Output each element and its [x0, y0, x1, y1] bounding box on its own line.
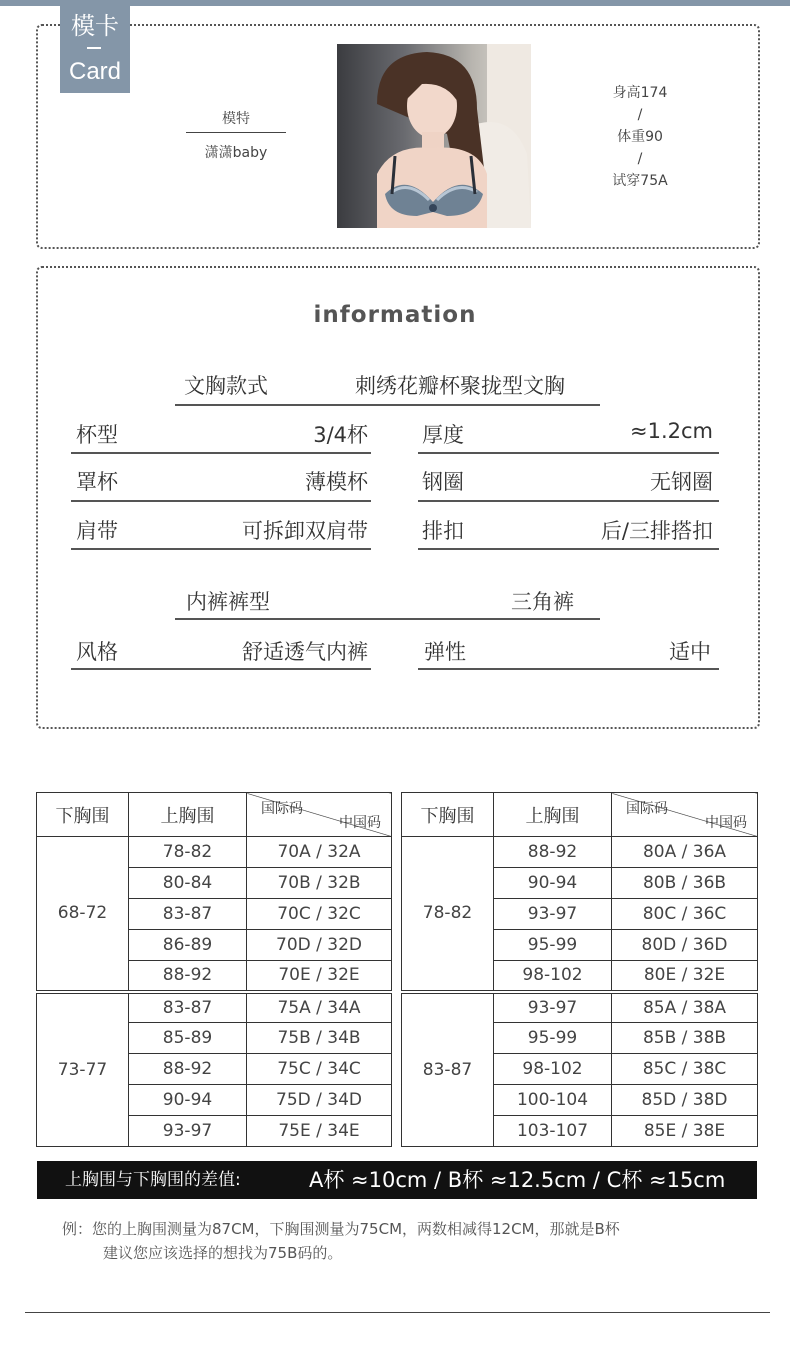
strap-label: 肩带 [76, 519, 118, 543]
over-bust-value: 88-92 [494, 837, 612, 868]
over-bust-value: 98-102 [494, 1054, 612, 1085]
header-over-bust: 上胸围 [129, 793, 247, 837]
size-code: 80B / 36B [612, 868, 758, 899]
stats-separator: / [637, 151, 643, 167]
row-underline [418, 548, 719, 550]
bottom-divider [25, 1312, 770, 1313]
size-code: 75A / 34A [247, 992, 392, 1023]
header-cn-size: 中国码 [339, 815, 381, 831]
over-bust-value: 103-107 [494, 1116, 612, 1147]
size-code: 85D / 38D [612, 1085, 758, 1116]
under-bust-value: 68-72 [37, 837, 129, 992]
row-underline [418, 452, 719, 454]
row-underline [71, 452, 371, 454]
size-code: 80E / 32E [612, 961, 758, 992]
style-value: 舒适透气内裤 [242, 640, 368, 664]
header-cn-size: 中国码 [705, 815, 747, 831]
size-code: 75D / 34D [247, 1085, 392, 1116]
bra-style-value: 刺绣花瓣杯聚拢型文胸 [355, 374, 565, 398]
header-intl-size: 国际码 [626, 801, 668, 817]
over-bust-value: 100-104 [494, 1085, 612, 1116]
cup-difference-label: 上胸围与下胸围的差值: [65, 1170, 241, 1190]
over-bust-value: 95-99 [494, 930, 612, 961]
row-underline [418, 500, 719, 502]
size-code: 85A / 38A [612, 992, 758, 1023]
hook-label: 排扣 [422, 519, 464, 543]
thickness-value: ≈1.2cm [630, 419, 713, 443]
cup-mold-value: 薄模杯 [305, 470, 368, 494]
size-code: 80A / 36A [612, 837, 758, 868]
hook-value: 后/三排搭扣 [600, 519, 713, 543]
card-tag-divider [87, 47, 101, 49]
header-under-bust: 下胸围 [37, 793, 129, 837]
brief-underline [175, 618, 600, 620]
under-bust-value: 83-87 [402, 992, 494, 1147]
cup-mold-label: 罩杯 [76, 470, 118, 494]
model-label: 模特 [222, 111, 250, 127]
row-underline [71, 500, 371, 502]
header-under-bust: 下胸围 [402, 793, 494, 837]
card-tag-title: 模卡 [71, 12, 119, 40]
over-bust-value: 93-97 [129, 1116, 247, 1147]
over-bust-value: 83-87 [129, 899, 247, 930]
strap-value: 可拆卸双肩带 [242, 519, 368, 543]
over-bust-value: 98-102 [494, 961, 612, 992]
cup-difference-bar [37, 1161, 757, 1199]
bra-style-label: 文胸款式 [184, 374, 268, 398]
row-underline [71, 548, 371, 550]
over-bust-value: 88-92 [129, 961, 247, 992]
under-bust-value: 78-82 [402, 837, 494, 992]
over-bust-value: 83-87 [129, 992, 247, 1023]
over-bust-value: 88-92 [129, 1054, 247, 1085]
stats-separator: / [637, 107, 643, 123]
over-bust-value: 90-94 [129, 1085, 247, 1116]
size-code: 80D / 36D [612, 930, 758, 961]
model-stats [590, 82, 690, 192]
cup-type-label: 杯型 [76, 423, 118, 447]
size-code: 85E / 38E [612, 1116, 758, 1147]
cup-type-value: 3/4杯 [313, 423, 368, 447]
header-size-code [612, 793, 758, 837]
info-title: information [313, 302, 477, 328]
row-underline [418, 668, 719, 670]
size-code: 70E / 32E [247, 961, 392, 992]
over-bust-value: 93-97 [494, 899, 612, 930]
size-table-right [401, 792, 758, 1147]
row-underline [71, 668, 371, 670]
header-size-code [247, 793, 392, 837]
over-bust-value: 90-94 [494, 868, 612, 899]
card-tag [60, 0, 130, 93]
example-note-line2: 建议您应该选择的想找为75B码的。 [103, 1244, 343, 1262]
underwire-value: 无钢圈 [650, 470, 713, 494]
size-table-left [36, 792, 392, 1147]
over-bust-value: 95-99 [494, 1023, 612, 1054]
size-code: 85B / 38B [612, 1023, 758, 1054]
elasticity-label: 弹性 [424, 640, 466, 664]
model-height: 身高174 [612, 85, 668, 101]
example-note-line1: 例：您的上胸围测量为87CM，下胸围测量为75CM，两数相减得12CM，那就是B杯 [62, 1220, 620, 1238]
brief-type-value: 三角裤 [511, 590, 574, 614]
size-code: 70A / 32A [247, 837, 392, 868]
style-underline [175, 404, 600, 406]
card-tag-subtitle: Card [68, 58, 122, 85]
style-label: 风格 [76, 640, 118, 664]
over-bust-value: 93-97 [494, 992, 612, 1023]
elasticity-value: 适中 [669, 640, 711, 664]
size-code: 75B / 34B [247, 1023, 392, 1054]
model-divider [186, 132, 286, 133]
over-bust-value: 80-84 [129, 868, 247, 899]
underwire-label: 钢圈 [422, 470, 464, 494]
size-code: 75C / 34C [247, 1054, 392, 1085]
brief-type-label: 内裤裤型 [186, 590, 270, 614]
size-code: 70D / 32D [247, 930, 392, 961]
size-code: 80C / 36C [612, 899, 758, 930]
model-trial-size: 试穿75A [612, 173, 668, 189]
over-bust-value: 85-89 [129, 1023, 247, 1054]
over-bust-value: 86-89 [129, 930, 247, 961]
over-bust-value: 78-82 [129, 837, 247, 868]
model-weight: 体重90 [617, 129, 663, 145]
header-over-bust: 上胸围 [494, 793, 612, 837]
size-code: 70B / 32B [247, 868, 392, 899]
model-name: 潇潇baby [204, 145, 268, 161]
thickness-label: 厚度 [422, 423, 464, 447]
model-photo [337, 44, 531, 228]
size-code: 70C / 32C [247, 899, 392, 930]
under-bust-value: 73-77 [37, 992, 129, 1147]
header-intl-size: 国际码 [261, 801, 303, 817]
size-code: 85C / 38C [612, 1054, 758, 1085]
cup-difference-values: A杯 ≈10cm / B杯 ≈12.5cm / C杯 ≈15cm [309, 1168, 726, 1192]
size-code: 75E / 34E [247, 1116, 392, 1147]
